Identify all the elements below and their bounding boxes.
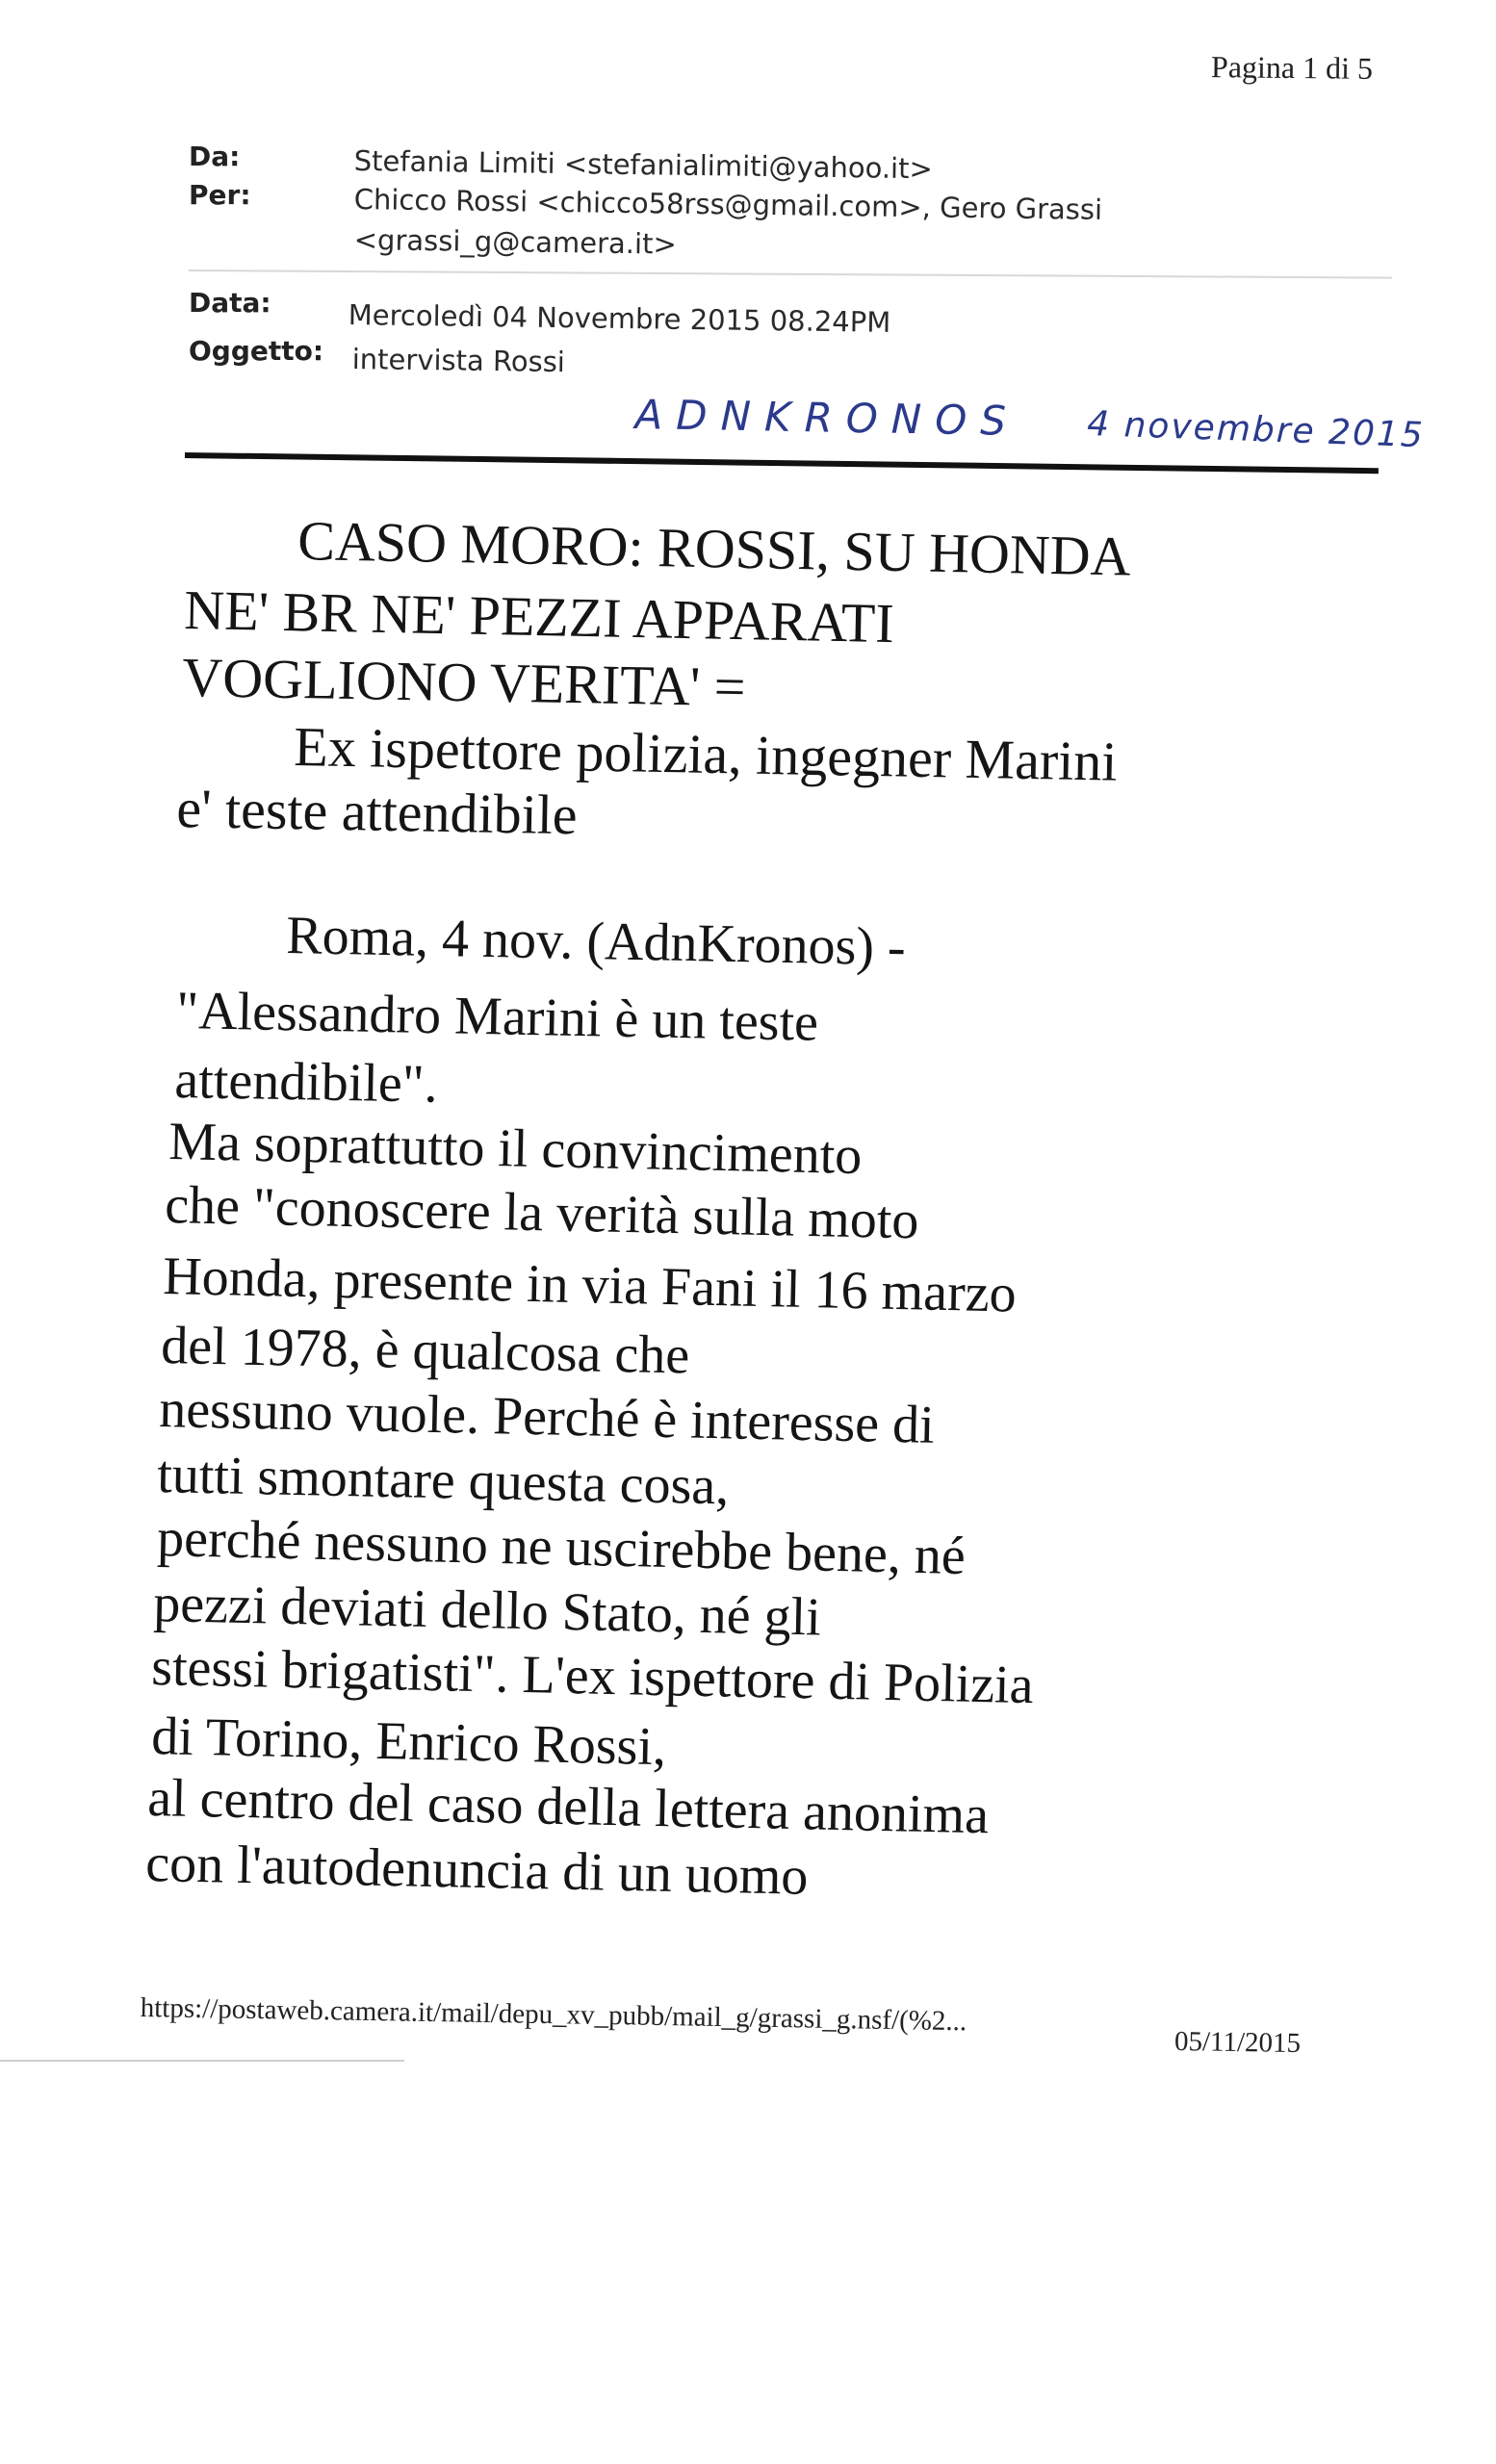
body-line: nessuno vuole. Perché è interesse di xyxy=(158,1378,936,1455)
body-line: pezzi deviati dello Stato, né gli xyxy=(152,1573,822,1648)
body-line: "Alessandro Marini è un teste xyxy=(175,980,819,1053)
heavy-divider xyxy=(185,452,1379,474)
from-value: Stefania Limiti <stefanialimiti@yahoo.it> xyxy=(353,144,934,186)
headline-line-3: VOGLIONO VERITA' = xyxy=(181,645,747,719)
body-line: Ma soprattutto il convincimento xyxy=(168,1111,863,1187)
footer-url: https://postaweb.camera.it/mail/depu_xv_pubb/mail_g/grassi_g.nsf/(%2... xyxy=(140,1992,967,2038)
footer-date: 05/11/2015 xyxy=(1174,2025,1302,2060)
subhead-line-1: Ex ispettore polizia, ingegner Marini xyxy=(293,714,1119,793)
body-line: al centro del caso della lettera anonima xyxy=(146,1767,990,1846)
body-line: Honda, presente in via Fani il 16 marzo xyxy=(162,1245,1018,1324)
to-label: Per: xyxy=(189,179,251,211)
header-divider xyxy=(189,270,1392,279)
headline-line-2: NE' BR NE' PEZZI APPARATI xyxy=(183,578,895,655)
headline-line-1: CASO MORO: ROSSI, SU HONDA xyxy=(297,508,1132,588)
body-line: stessi brigatisti". L'ex ispettore di Polizia xyxy=(150,1636,1035,1716)
date-label: Data: xyxy=(189,287,271,319)
body-line: tutti smontare questa cosa, xyxy=(156,1444,730,1517)
body-line: di Torino, Enrico Rossi, xyxy=(150,1706,667,1778)
subject-label: Oggetto: xyxy=(189,335,324,367)
to-value-line1: Chicco Rossi <chicco58rss@gmail.com>, Gero Grassi xyxy=(353,183,1103,226)
page-number: Pagina 1 di 5 xyxy=(1210,49,1374,86)
subhead-line-2: e' teste attendibile xyxy=(175,776,579,847)
handwritten-date: 4 novembre 2015 xyxy=(1086,404,1426,456)
handwritten-source: ADNKRONOS xyxy=(634,391,1020,445)
body-line: Roma, 4 nov. (AdnKronos) - xyxy=(285,905,907,978)
from-label: Da: xyxy=(189,141,241,172)
body-line: perché nessuno ne uscirebbe bene, né xyxy=(156,1507,967,1587)
body-line: che "conoscere la verità sulla moto xyxy=(164,1174,920,1251)
body-line: del 1978, è qualcosa che xyxy=(160,1315,690,1386)
body-line: attendibile". xyxy=(173,1049,439,1115)
subject-value: intervista Rossi xyxy=(351,343,566,379)
body-line: con l'autodenuncia di un uomo xyxy=(144,1833,810,1907)
date-value: Mercoledì 04 Novembre 2015 08.24PM xyxy=(348,298,891,339)
footer-divider xyxy=(0,2060,404,2062)
to-value-line2: <grassi_g@camera.it> xyxy=(353,223,677,261)
